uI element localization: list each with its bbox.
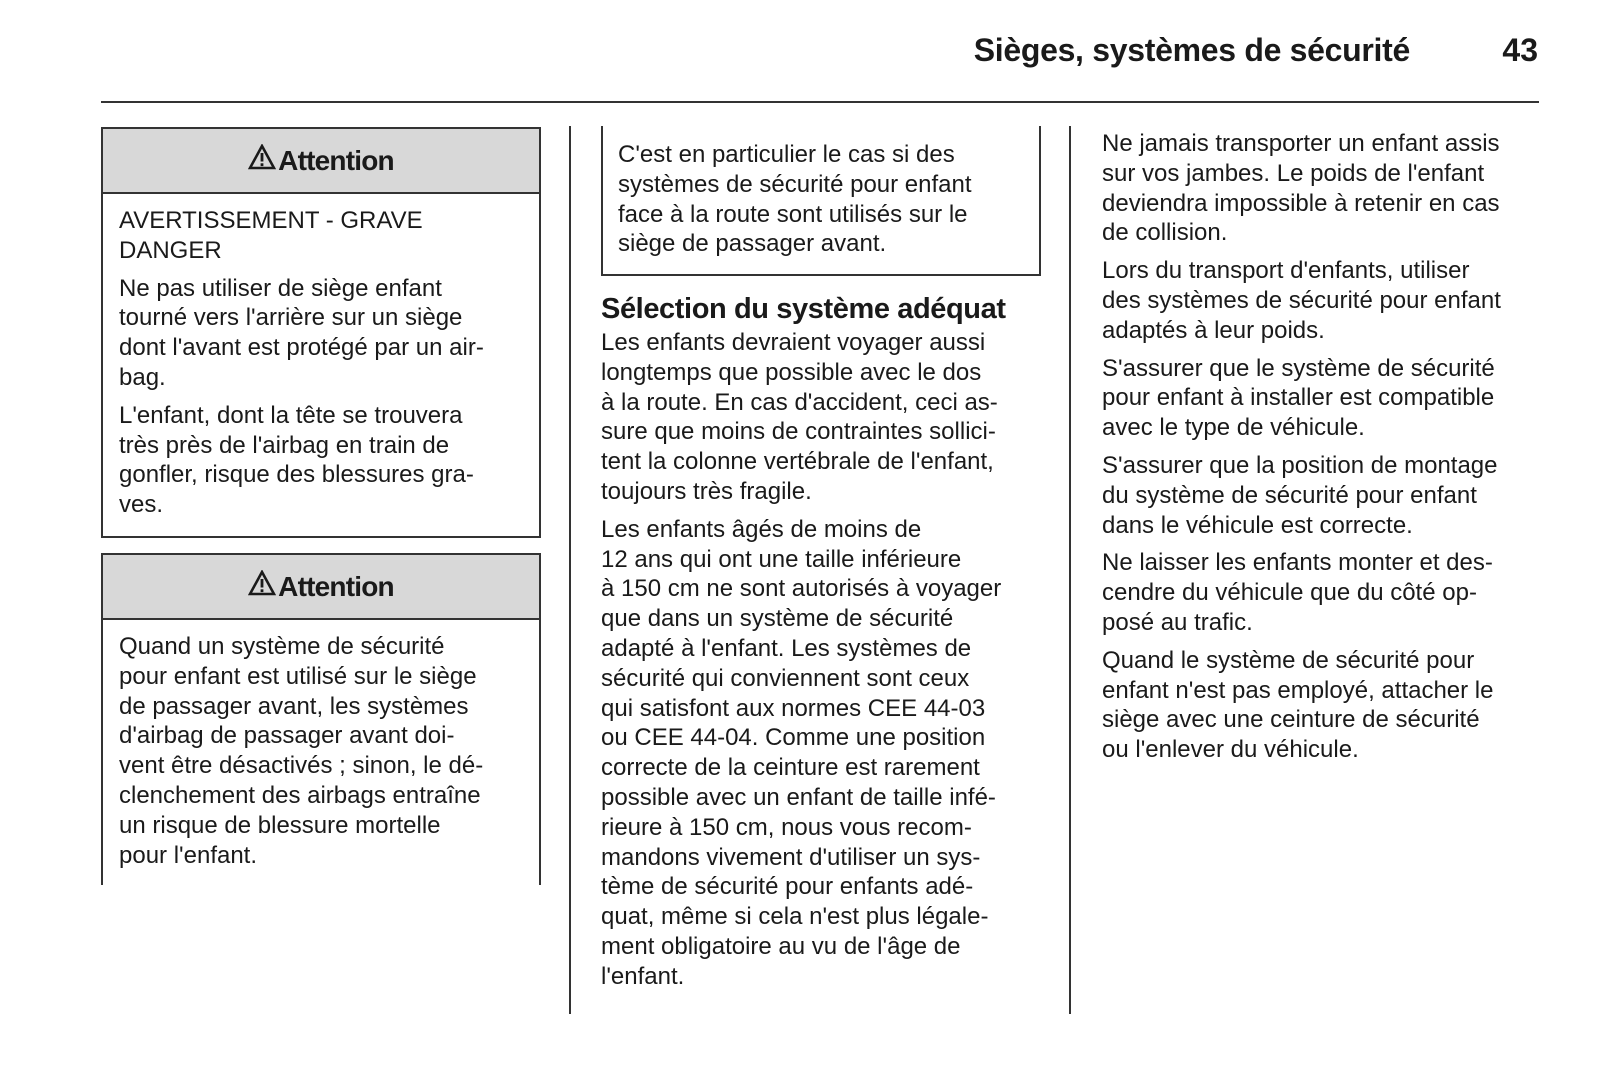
- paragraph: [1102, 451, 1552, 540]
- warning-heading: [103, 129, 539, 194]
- text-line: quat, même si cela n'est plus légale-: [601, 903, 989, 931]
- text-line: ves.: [119, 491, 164, 519]
- text-line: deviendra impossible à retenir en cas: [1102, 189, 1500, 217]
- text-line: longtemps que possible avec le dos: [601, 358, 982, 386]
- warning-body: [103, 194, 539, 520]
- text-line: l'enfant.: [601, 962, 685, 990]
- text-line: rieure à 150 cm, nous vous recom-: [601, 813, 972, 841]
- text-line: toujours très fragile.: [601, 477, 812, 505]
- text-line: S'assurer que la position de montage: [1102, 451, 1498, 479]
- paragraph: [119, 401, 525, 520]
- text-line: AVERTISSEMENT - GRAVE: [119, 207, 423, 234]
- text-line: 12 ans qui ont une taille inférieure: [601, 545, 962, 573]
- text-line: pour enfant à installer est compatible: [1102, 384, 1495, 412]
- text-line: un risque de blessure mortelle: [119, 811, 441, 839]
- column-divider-left: [569, 126, 571, 1014]
- warning-heading: [103, 555, 539, 620]
- text-line: mandons vivement d'utiliser un sys-: [601, 843, 981, 871]
- page-number: 43: [1502, 32, 1538, 68]
- paragraph: [1102, 129, 1552, 248]
- warning-box-1: [101, 127, 541, 538]
- warning-body: [103, 620, 539, 870]
- warning-heading-text: Attention: [278, 570, 394, 602]
- paragraph: [119, 274, 525, 393]
- paragraph: [601, 515, 1051, 992]
- text-line: enfant n'est pas employé, attacher le: [1102, 676, 1494, 704]
- text-line: DANGER: [119, 236, 222, 264]
- text-line: siège de passager avant.: [618, 230, 887, 258]
- text-line: dont l'avant est protégé par un air-: [119, 334, 484, 362]
- paragraph: [119, 206, 525, 266]
- text-line: que dans un système de sécurité: [601, 605, 954, 633]
- paragraph: [618, 140, 1025, 259]
- text-line: Les enfants devraient voyager aussi: [601, 329, 986, 356]
- text-line: très près de l'airbag en train de: [119, 431, 450, 459]
- header-divider: [101, 101, 1539, 103]
- text-line: correcte de la ceinture est rarement: [601, 754, 980, 782]
- text-line: siège avec une ceinture de sécurité: [1102, 706, 1480, 734]
- warning-triangle-icon: [248, 570, 278, 603]
- page-title: Sièges, systèmes de sécurité: [973, 32, 1410, 68]
- text-line: adaptés à leur poids.: [1102, 316, 1325, 344]
- text-line: C'est en particulier le cas si des: [618, 141, 955, 168]
- warning-triangle-icon: [248, 144, 278, 177]
- text-line: sure que moins de contraintes sollici-: [601, 418, 996, 446]
- text-line: des systèmes de sécurité pour enfant: [1102, 286, 1501, 314]
- text-line: gonfler, risque des blessures gra-: [119, 461, 474, 489]
- text-line: ment obligatoire au vu de l'âge de: [601, 932, 961, 960]
- text-line: avec le type de véhicule.: [1102, 414, 1365, 442]
- text-line: pour l'enfant.: [119, 841, 258, 869]
- text-line: Ne pas utiliser de siège enfant: [119, 274, 442, 302]
- column-divider-right: [1069, 126, 1071, 1014]
- text-line: adapté à l'enfant. Les systèmes de: [601, 634, 972, 662]
- text-line: bag.: [119, 363, 166, 391]
- text-line: Les enfants âgés de moins de: [601, 515, 922, 543]
- paragraph: [1102, 354, 1552, 443]
- paragraph: [601, 328, 1051, 507]
- text-line: posé au trafic.: [1102, 608, 1253, 636]
- text-line: du système de sécurité pour enfant: [1102, 481, 1477, 509]
- text-line: sur vos jambes. Le poids de l'enfant: [1102, 159, 1485, 187]
- text-line: Quand un système de sécurité: [119, 633, 445, 660]
- text-line: vent être désactivés ; sinon, le dé-: [119, 752, 484, 780]
- text-line: à 150 cm ne sont autorisés à voyager: [601, 575, 1002, 603]
- text-line: pour enfant est utilisé sur le siège: [119, 662, 477, 690]
- text-line: à la route. En cas d'accident, ceci as-: [601, 388, 998, 416]
- middle-column-text: [601, 328, 1051, 992]
- continued-note-box: [601, 126, 1041, 276]
- text-line: S'assurer que le système de sécurité: [1102, 354, 1495, 382]
- warning-heading-text: Attention: [278, 144, 394, 176]
- text-line: de passager avant, les systèmes: [119, 692, 469, 720]
- text-line: tent la colonne vertébrale de l'enfant,: [601, 448, 994, 476]
- text-line: Lors du transport d'enfants, utiliser: [1102, 257, 1470, 285]
- text-line: Quand le système de sécurité pour: [1102, 646, 1475, 674]
- text-line: d'airbag de passager avant doi-: [119, 722, 455, 750]
- text-line: qui satisfont aux normes CEE 44-03: [601, 694, 986, 722]
- text-line: face à la route sont utilisés sur le: [618, 200, 968, 228]
- text-line: Ne jamais transporter un enfant assis: [1102, 130, 1500, 157]
- text-line: de collision.: [1102, 219, 1228, 247]
- text-line: Ne laisser les enfants monter et des-: [1102, 549, 1493, 577]
- right-column-text: [1102, 129, 1552, 765]
- paragraph: [1102, 548, 1552, 637]
- section-heading: Sélection du système adéquat: [601, 293, 1006, 325]
- paragraph: [119, 632, 525, 870]
- paragraph: [1102, 646, 1552, 765]
- text-line: cendre du véhicule que du côté op-: [1102, 579, 1477, 607]
- paragraph: [1102, 256, 1552, 345]
- text-line: sécurité qui conviennent sont ceux: [601, 664, 970, 692]
- text-line: tème de sécurité pour enfants adé-: [601, 873, 974, 901]
- text-line: clenchement des airbags entraîne: [119, 781, 481, 809]
- text-line: ou l'enlever du véhicule.: [1102, 736, 1359, 764]
- text-line: tourné vers l'arrière sur un siège: [119, 304, 463, 332]
- text-line: L'enfant, dont la tête se trouvera: [119, 401, 463, 429]
- text-line: systèmes de sécurité pour enfant: [618, 170, 972, 198]
- text-line: possible avec un enfant de taille infé-: [601, 783, 996, 811]
- text-line: dans le véhicule est correcte.: [1102, 511, 1413, 539]
- warning-box-2: [101, 553, 541, 885]
- text-line: ou CEE 44-04. Comme une position: [601, 724, 986, 752]
